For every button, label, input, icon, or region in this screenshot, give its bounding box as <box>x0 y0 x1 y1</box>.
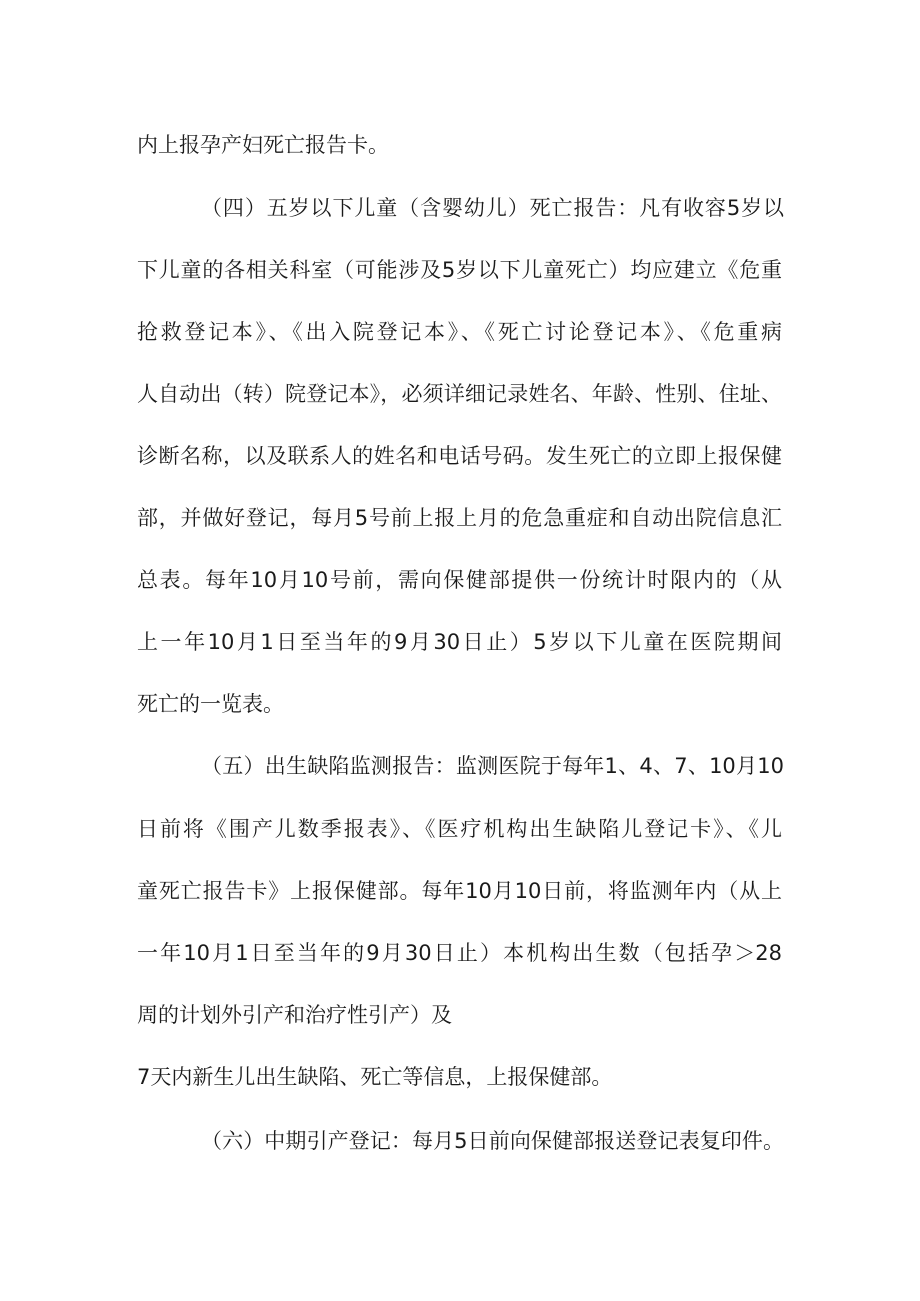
paragraph-4-heading-line: （四）五岁以下儿童（含婴幼儿）死亡报告：凡有收容5岁以 <box>201 196 784 220</box>
text-line-5: 人自动出（转）院登记本》，必须详细记录姓名、年龄、性别、住址、 <box>137 382 782 406</box>
text-line-4: 抢救登记本》、《出入院登记本》、《死亡讨论登记本》、《危重病 <box>137 320 782 344</box>
text-line-16: 7天内新生儿出生缺陷、死亡等信息，上报保健部。 <box>137 1065 613 1089</box>
paragraph-5-heading-line: （五）出生缺陷监测报告：监测医院于每年1、4、7、10月10 <box>201 754 784 778</box>
text-line-13: 童死亡报告卡》上报保健部。每年10月10日前，将监测年内（从上 <box>137 879 782 903</box>
text-line-6: 诊断名称，以及联系人的姓名和电话号码。发生死亡的立即上报保健 <box>137 444 782 468</box>
text-line-12: 日前将《围产儿数季报表》、《医疗机构出生缺陷儿登记卡》、《儿 <box>137 817 782 841</box>
text-line-7: 部，并做好登记，每月5号前上报上月的危急重症和自动出院信息汇 <box>137 506 782 530</box>
text-line-1: 内上报孕产妇死亡报告卡。 <box>137 133 389 157</box>
text-line-15: 周的计划外引产和治疗性引产）及 <box>137 1003 452 1027</box>
text-line-8: 总表。每年10月10号前，需向保健部提供一份统计时限内的（从 <box>137 568 782 592</box>
paragraph-6-heading-line: （六）中期引产登记：每月5日前向保健部报送登记表复印件。 <box>201 1129 784 1153</box>
text-line-9: 上一年10月1日至当年的9月30日止）5岁以下儿童在医院期间 <box>137 630 782 654</box>
text-line-3: 下儿童的各相关科室（可能涉及5岁以下儿童死亡）均应建立《危重 <box>137 258 782 282</box>
text-line-14: 一年10月1日至当年的9月30日止）本机构出生数（包括孕＞28 <box>137 941 782 965</box>
text-line-10: 死亡的一览表。 <box>137 692 284 716</box>
